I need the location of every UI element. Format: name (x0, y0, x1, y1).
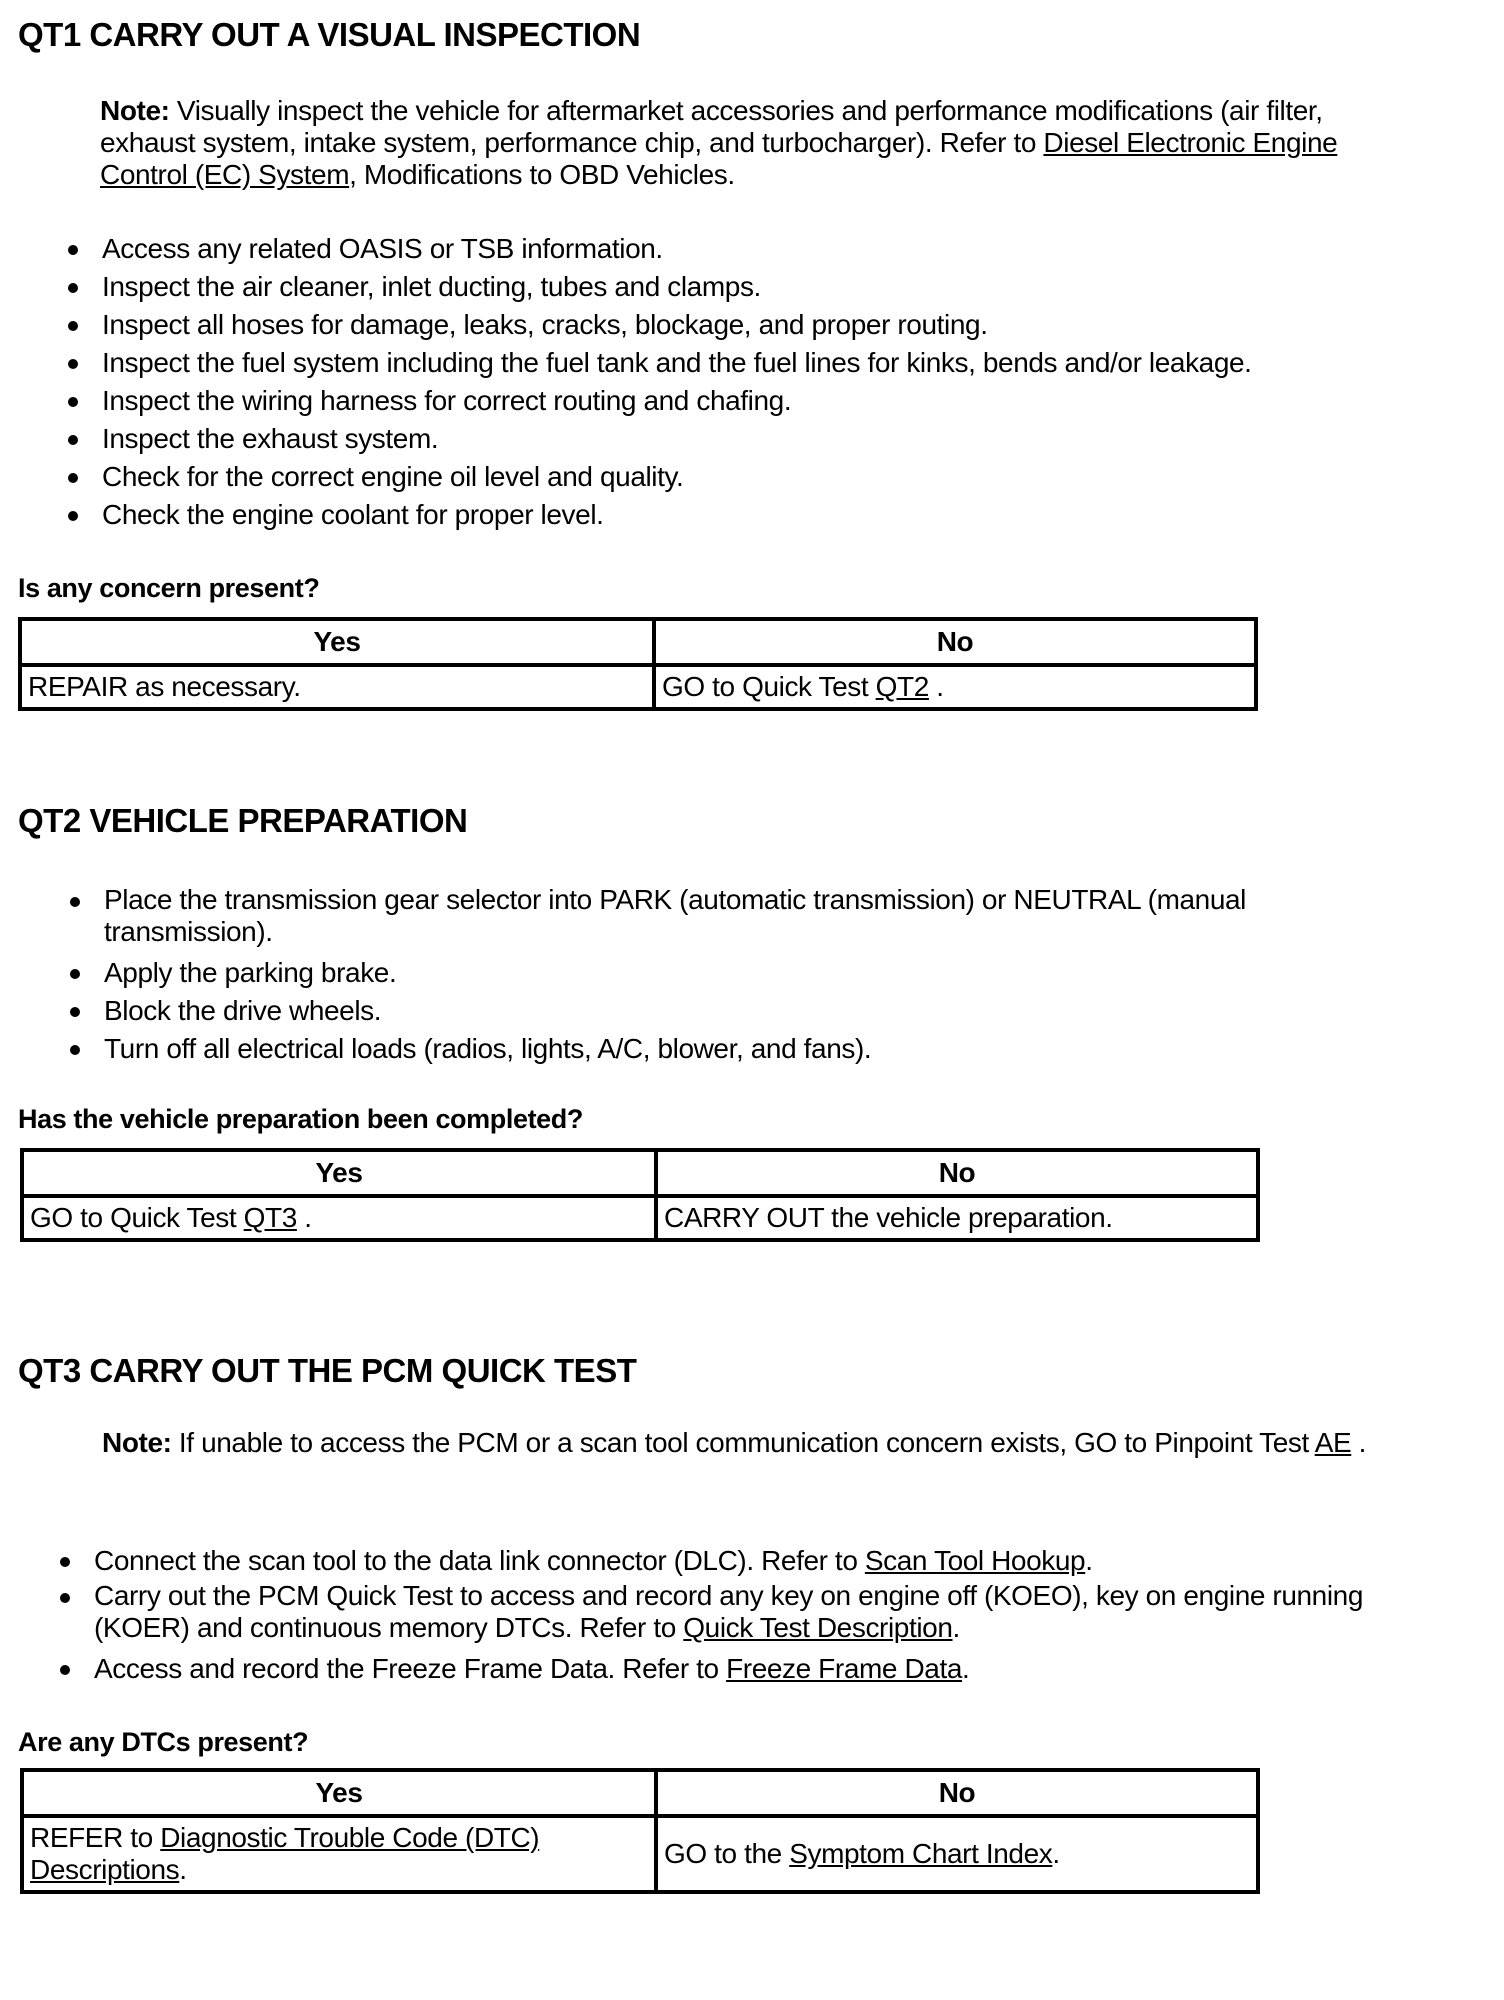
qt2-heading: QT2 VEHICLE PREPARATION (18, 802, 468, 839)
yes-cell-suffix: . (296, 1202, 312, 1233)
qt3-note (102, 1427, 1422, 1459)
yes-header: Yes (22, 1770, 656, 1816)
list-item: Apply the parking brake. (70, 954, 1320, 992)
list-item: Block the drive wheels. (70, 992, 1320, 1030)
bullet-text: Carry out the PCM Quick Test to access and record any key on engine off (KOEO), key on engine running (KOER) and continuous memory DTCs. Refer to (94, 1580, 1364, 1643)
list-item (60, 1650, 1400, 1688)
qt3-note-label: Note: (102, 1427, 172, 1458)
bullet-text: Access and record the Freeze Frame Data. Refer to (94, 1653, 727, 1684)
qt1-note-label: Note: (100, 95, 170, 126)
list-item: Turn off all electrical loads (radios, lights, A/C, blower, and fans). (70, 1030, 1320, 1068)
no-cell-suffix: . (1052, 1838, 1060, 1869)
list-item: Check for the correct engine oil level and quality. (68, 458, 1448, 496)
bullet-tail: . (1085, 1545, 1093, 1576)
list-item: Inspect the exhaust system. (68, 420, 1448, 458)
yes-cell (22, 1196, 656, 1240)
qt3-link[interactable]: QT3 (243, 1202, 297, 1233)
no-header: No (656, 1150, 1258, 1196)
no-cell-text: GO to Quick Test (662, 671, 876, 702)
qt1-heading: QT1 CARRY OUT A VISUAL INSPECTION (18, 16, 641, 53)
no-cell (654, 665, 1256, 709)
qt1-question: Is any concern present? (18, 573, 320, 603)
qt3-question: Are any DTCs present? (18, 1727, 309, 1757)
yes-cell-text: REFER to (30, 1822, 161, 1853)
list-item: Check the engine coolant for proper level. (68, 496, 1448, 534)
qt2-decision-table (20, 1148, 1260, 1242)
bullet-tail: . (952, 1612, 960, 1643)
qt1-note (100, 95, 1400, 191)
qt1-note-text: Visually inspect the vehicle for aftermarket accessories and performance modifications (air filter, exhaust system, intake system, performance chip, and turbocharger). Refer to (100, 95, 1323, 158)
yes-cell (22, 1816, 656, 1892)
qt2-bullet-list (70, 884, 1320, 1068)
qt3-note-text: If unable to access the PCM or a scan tool communication concern exists, GO to Pinpoint Test (171, 1427, 1315, 1458)
no-header: No (654, 619, 1256, 665)
scan-tool-hookup-link[interactable]: Scan Tool Hookup (864, 1545, 1086, 1576)
yes-cell-text: GO to Quick Test (30, 1202, 244, 1233)
list-item: Inspect the air cleaner, inlet ducting, tubes and clamps. (68, 268, 1448, 306)
qt2-link[interactable]: QT2 (875, 671, 929, 702)
qt3-bullet-list (60, 1542, 1400, 1688)
diesel-ec-system-link[interactable]: Diesel Electronic Engine Control (EC) System (100, 127, 1338, 190)
dtc-descriptions-link[interactable]: Diagnostic Trouble Code (DTC) Descriptions (30, 1822, 540, 1885)
no-cell: CARRY OUT the vehicle preparation. (656, 1196, 1258, 1240)
qt2-question: Has the vehicle preparation been completed? (18, 1104, 583, 1134)
qt3-note-tail: . (1351, 1427, 1367, 1458)
yes-header: Yes (22, 1150, 656, 1196)
yes-cell: REPAIR as necessary. (20, 665, 654, 709)
qt3-decision-table (20, 1768, 1260, 1894)
list-item (60, 1580, 1400, 1644)
qt1-bullet-list (68, 230, 1448, 534)
no-cell-text: GO to the (664, 1838, 790, 1869)
list-item: Access any related OASIS or TSB information. (68, 230, 1448, 268)
yes-cell-suffix: . (179, 1854, 187, 1885)
bullet-tail: . (962, 1653, 970, 1684)
qt1-note-tail: , Modifications to OBD Vehicles. (349, 159, 735, 190)
no-cell (656, 1816, 1258, 1892)
list-item: Inspect the fuel system including the fuel tank and the fuel lines for kinks, bends and/or leakage. (68, 344, 1448, 382)
list-item: Inspect all hoses for damage, leaks, cracks, blockage, and proper routing. (68, 306, 1448, 344)
no-header: No (656, 1770, 1258, 1816)
yes-header: Yes (20, 619, 654, 665)
quick-test-description-link[interactable]: Quick Test Description (683, 1612, 953, 1643)
freeze-frame-data-link[interactable]: Freeze Frame Data (726, 1653, 963, 1684)
symptom-chart-index-link[interactable]: Symptom Chart Index (789, 1838, 1053, 1869)
qt3-heading: QT3 CARRY OUT THE PCM QUICK TEST (18, 1352, 637, 1389)
list-item (60, 1542, 1400, 1580)
no-cell-suffix: . (928, 671, 944, 702)
list-item: Place the transmission gear selector into PARK (automatic transmission) or NEUTRAL (manual transmission). (70, 884, 1320, 948)
list-item: Inspect the wiring harness for correct routing and chafing. (68, 382, 1448, 420)
qt1-decision-table (18, 617, 1258, 711)
pinpoint-ae-link[interactable]: AE (1314, 1427, 1352, 1458)
bullet-text: Connect the scan tool to the data link connector (DLC). Refer to (94, 1545, 865, 1576)
